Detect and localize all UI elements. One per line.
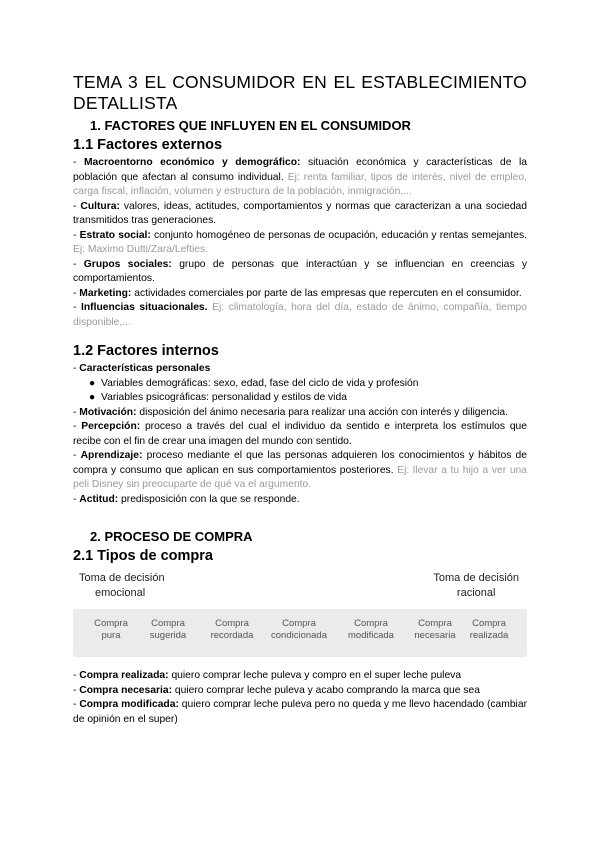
bullet-icon: ● [89,392,96,403]
factor-motivacion: - Motivación: disposición del ánimo necesaria para realizar una acción con interés y diligencia. [73,406,508,418]
list-item: ● Variables demográficas: sexo, edad, fase del ciclo de vida y profesión [101,377,527,392]
factor-cultura: - Cultura: valores, ideas, actitudes, comportamientos y normas que caracterizan a una sociedad transmitidos tras generaciones. [73,200,527,226]
purchase-type-pura: Compra pura [94,618,128,641]
bullet-list [73,377,527,406]
list-item: ● Variables psicográficas: personalidad y estilos de vida [101,391,527,406]
purchase-types-diagram [73,571,527,659]
factor-grupos-sociales: - Grupos sociales: grupo de personas que interactúan y se influencian en creencias y comportamientos. [73,258,527,284]
factor-influencias-situacionales: - Influencias situacionales. Ej: climatología, hora del día, estado de ánimo, compañía, tiempo disponible,... [73,302,528,328]
example-compra-modificada: - Compra modificada: quiero comprar leche puleva pero no queda y me llevo hacendado (cambiar de opinión en el super) [73,699,527,725]
purchase-type-condicionada: Compra condicionada [271,618,327,641]
example-compra-realizada: - Compra realizada: quiero comprar leche puleva y compro en el super leche puleva [73,670,462,681]
subsection-1-1-heading: 1.1 Factores externos [73,137,223,153]
example-compra-necesaria: - Compra necesaria: quiero comprar leche puleva y acabo comprando la marca que sea [73,684,480,696]
purchase-type-recordada: Compra recordada [210,618,254,641]
factor-estrato-social: - Estrato social: conjunto homogéneo de personas de ocupación, educación y rentas semejantes. Ej: Maximo Dutti/Zara/Lefties. [73,229,527,255]
purchase-type-realizada: Compra realizada [469,618,509,641]
section-1-heading: 1. FACTORES QUE INFLUYEN EN EL CONSUMIDOR [90,118,411,133]
purchase-type-sugerida: Compra sugerida [149,618,187,641]
factor-actitud: - Actitud: predisposición con la que se responde. [73,493,300,505]
factor-macroentorno: - Macroentorno económico y demográfico: situación económica y características de la población que afectan al consumo individual. Ej: renta familiar, tipos de interés, nivel de empleo, carga fiscal, inflación, volumen y estructura de la población, inmigración,... [73,157,527,197]
rational-decision-label: Toma de decisión racional [433,572,519,599]
document-title: TEMA 3 EL CONSUMIDOR EN EL ESTABLECIMIENTO DETALLISTA [73,72,527,113]
factor-aprendizaje: - Aprendizaje: proceso mediante el que las personas adquieren los conocimientos y hábitos de compra y consumo que aplican en sus comportamientos posteriores. Ej: llevar a tu hijo a ver una peli Disney sin preocuparte de qué va el argumento. [73,450,528,490]
subsection-1-2-heading: 1.2 Factores internos [73,343,219,359]
purchase-type-modificada: Compra modificada [348,618,394,641]
document-page [73,72,527,727]
subsection-2-1-heading: 2.1 Tipos de compra [73,548,213,564]
purchase-types-band [73,609,527,657]
factor-percepcion: - Percepción: proceso a través del cual el individuo da sentido e interpreta los estímulos que recibe con el fin de crear una imagen del mundo con sentido. [73,421,528,447]
purchase-type-necesaria: Compra necesaria [414,618,456,641]
factor-marketing: - Marketing: actividades comerciales por parte de las empresas que repercuten en el consumidor. [73,287,522,299]
emotional-decision-label: Toma de decisión emocional [79,572,165,599]
bullet-icon: ● [89,377,96,389]
factor-caracteristicas-personales: - Características personales [73,363,211,374]
section-2-heading: 2. PROCESO DE COMPRA [90,529,253,544]
